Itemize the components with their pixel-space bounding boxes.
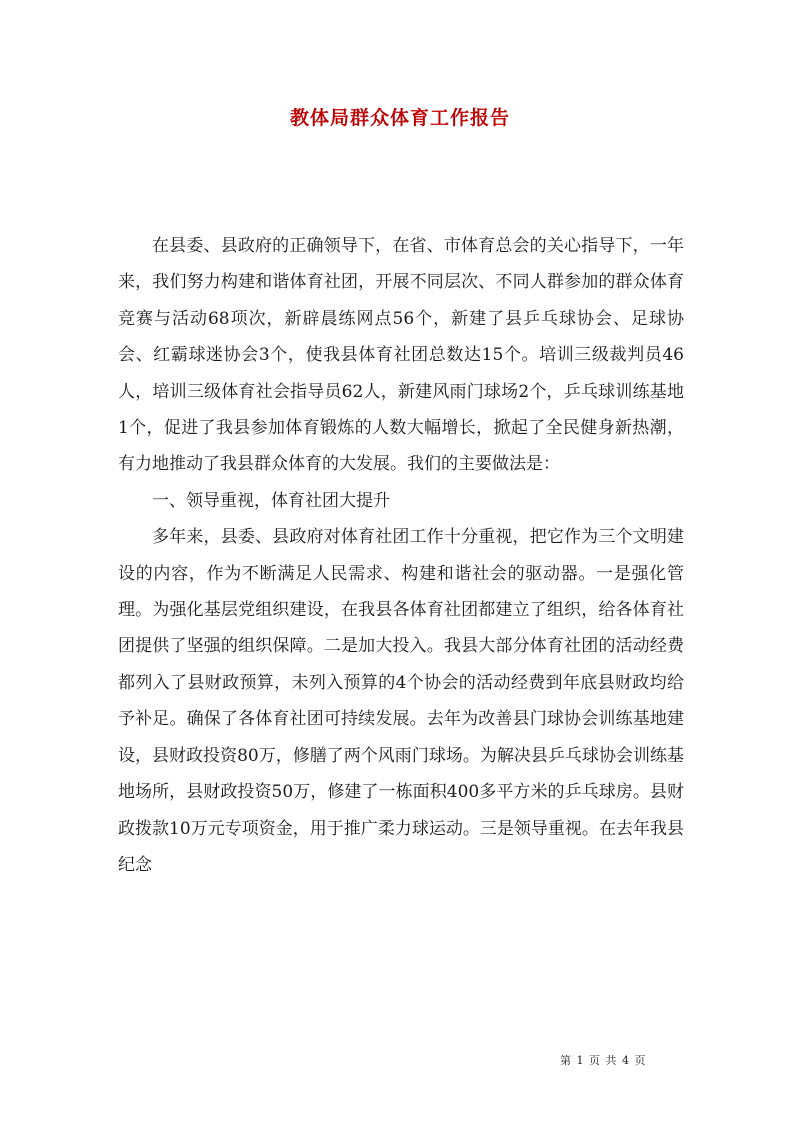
paragraph-section-1: 多年来，县委、县政府对体育社团工作十分重视，把它作为三个文明建设的内容，作为不断满足人民需求、构建和谐社会的驱动器。一是强化管理。为强化基层党组织建设，在我县各体育社团都建立了组织，给各体育社团提供了坚强的组织保障。二是加大投入。我县大部分体育社团的活动经费都列入了县财政预算，未列入预算的4个协会的活动经费到年底县财政均给予补足。确保了各体育社团可持续发展。去年为改善县门球协会训练基地建设，县财政投资80万，修膳了两个风雨门球场。为解决县乒乓球协会训练基地场所，县财政投资50万，修建了一栋面积400多平方米的乒乓球房。县财政拨款10万元专项资金，用于推广柔力球运动。三是领导重视。在去年我县纪念	[118, 527, 684, 875]
page-number: 第 1 页 共 4 页	[560, 1054, 647, 1067]
section-heading-1: 一、领导重视，体育社团大提升	[152, 490, 390, 511]
document-body	[118, 228, 684, 883]
paragraph-intro: 在县委、县政府的正确领导下，在省、市体育总会的关心指导下，一年来，我们努力构建和谐体育社团，开展不同层次、不同人群参加的群众体育竞赛与活动68项次，新辟晨练网点56个，新建了县乒乓球协会、足球协会、红霸球迷协会3个，使我县体育社团总数达15个。培训三级裁判员46人，培训三级体育社会指导员62人，新建风雨门球场2个，乒乓球训练基地1个，促进了我县参加体育锻炼的人数大幅增长，掀起了全民健身新热潮，有力地推动了我县群众体育的大发展。我们的主要做法是：	[118, 236, 684, 475]
document-title: 教体局群众体育工作报告	[289, 107, 510, 129]
